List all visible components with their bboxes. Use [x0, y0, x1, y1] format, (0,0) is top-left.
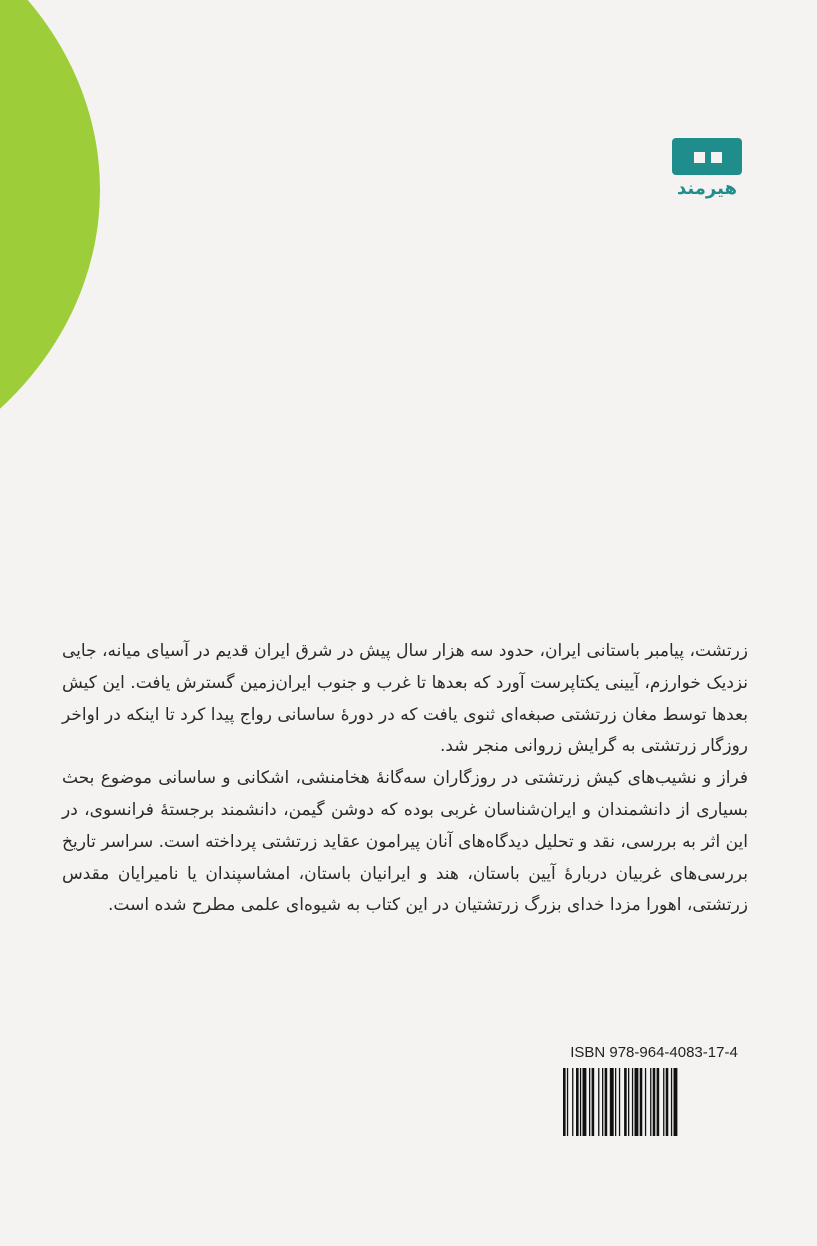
barcode-bar [580, 1068, 581, 1136]
description-paragraph-1: زرتشت، پیامبر باستانی ایران، حدود سه هزار سال پیش در شرق ایران قدیم در آسیای میانه، جایی نزدیک خوارزم، آیینی یکتاپرست آورد که بعدها تا غرب و جنوب ایران‌زمین گسترش یافت. این کیش بعدها توسط مغان زرتشتی صبغه‌ای ثنوی یافت که در دورهٔ ساسانی رواج پیدا کرد تا اینکه در اواخر روزگار زرتشتی به گرایش زروانی منجر شد. [62, 641, 748, 757]
barcode-bar [615, 1068, 616, 1136]
publisher-logo-mark [672, 138, 742, 175]
barcode-bar [671, 1068, 672, 1136]
barcode-bar [640, 1068, 643, 1136]
barcode-bar [563, 1068, 566, 1136]
barcode-bar [663, 1068, 664, 1136]
publisher-name: هیرمند [677, 178, 737, 199]
barcode-bar [650, 1068, 651, 1136]
green-arc-decoration [0, 0, 100, 510]
barcode-bar [635, 1068, 639, 1136]
barcode-bar [572, 1068, 573, 1136]
barcode-bar [645, 1068, 646, 1136]
barcode-bar [674, 1068, 678, 1136]
barcode-bar [605, 1068, 608, 1136]
barcode-bar [610, 1068, 614, 1136]
publisher-logo [672, 138, 742, 210]
description-paragraph-2: فراز و نشیب‌های کیش زرتشتی در روزگاران سه‌گانهٔ هخامنشی، اشکانی و ساسانی موضوع بحث بسیاری از دانشمندان و ایران‌شناسان غربی بوده که دوشن گیمن، دانشمند برجستهٔ فرانسوی، در این اثر به بررسی، نقد و تحلیل دیدگاه‌های آنان پیرامون عقاید زرتشتی پرداخته است. سراسر تاریخ بررسی‌های غربیان دربارهٔ آیین باستان، هند و ایرانیان باستان، امشاسپندان یا نامیرایان مقدس زرتشتی، اهورا مزدا خدای بزرگ زرتشتیان در این کتاب به شیوه‌ای علمی مطرح شده است. [62, 768, 748, 916]
barcode-bar [583, 1068, 587, 1136]
barcode-bar [598, 1068, 599, 1136]
barcode-bar [624, 1068, 627, 1136]
barcode-bar [628, 1068, 629, 1136]
barcode-bar [653, 1068, 656, 1136]
book-description [62, 636, 748, 922]
barcode-bar [589, 1068, 590, 1136]
barcode-bar [576, 1068, 579, 1136]
barcode-bar [666, 1068, 669, 1136]
logo-square-right [711, 152, 722, 163]
barcode-bar [657, 1068, 660, 1136]
barcode-bar [592, 1068, 595, 1136]
barcode-bar [619, 1068, 620, 1136]
isbn-number: ISBN 978-964-4083-17-4 [570, 1044, 738, 1061]
barcode-bar [602, 1068, 603, 1136]
logo-square-left [694, 152, 705, 163]
barcode [562, 1068, 746, 1136]
barcode-bar [632, 1068, 633, 1136]
barcode-bar [567, 1068, 568, 1136]
